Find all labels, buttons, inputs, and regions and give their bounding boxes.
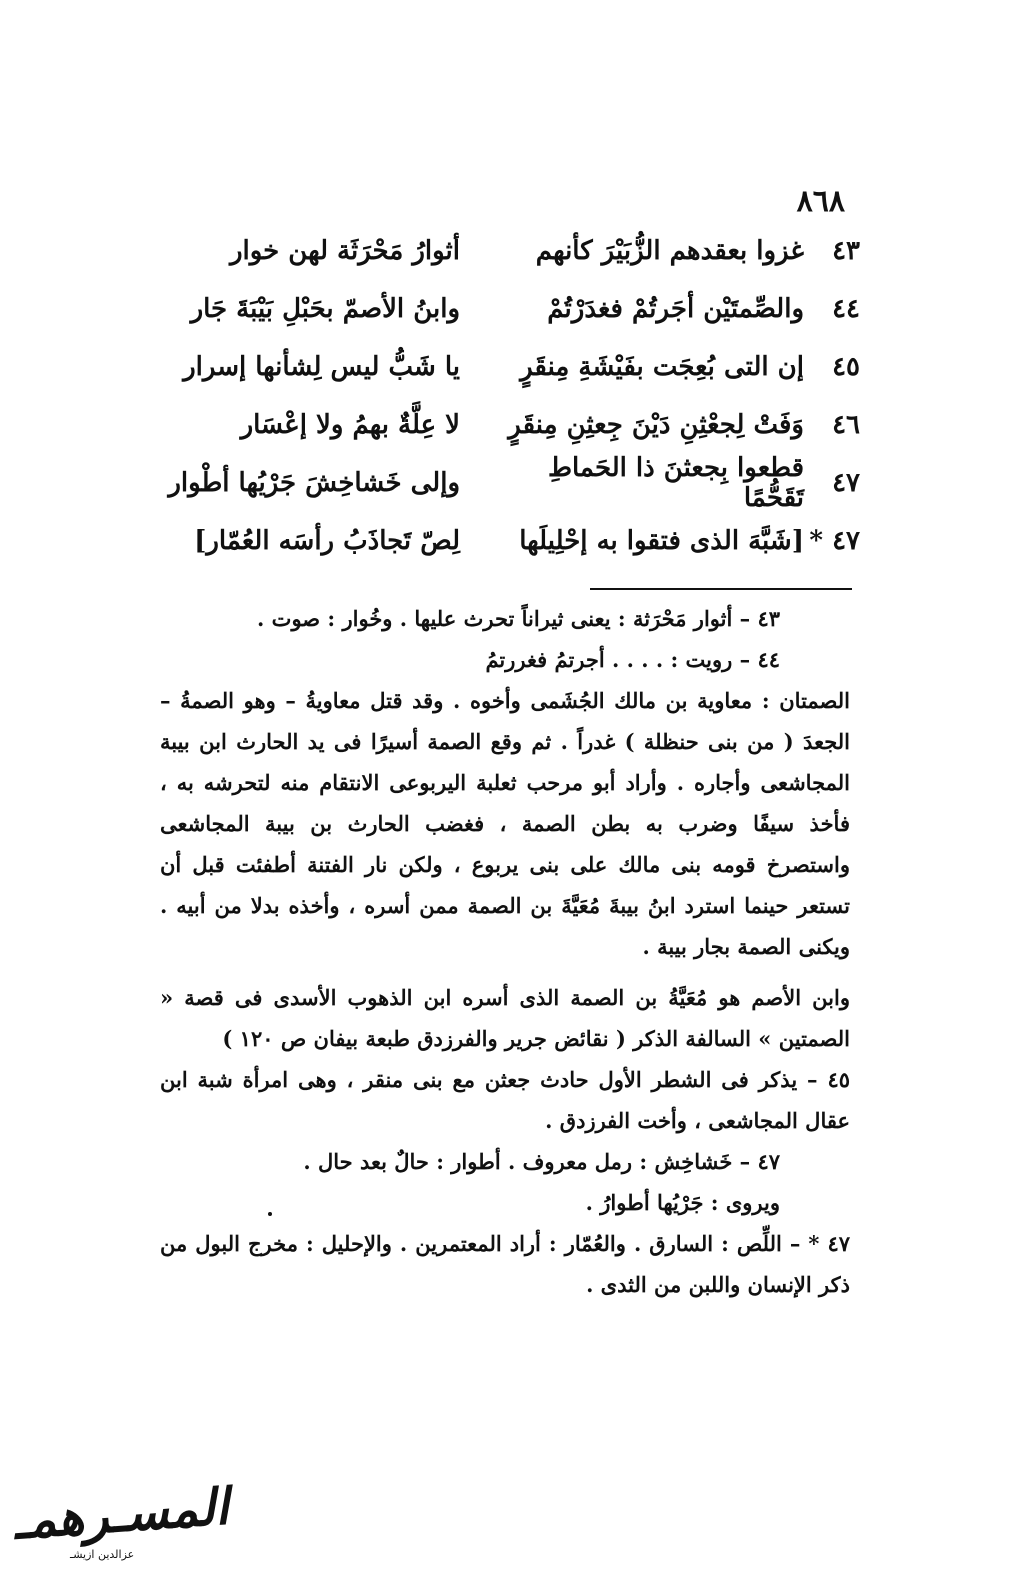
footnote-separator [590,588,852,590]
note-44: ٤٤ – رويت : . . . . أجرتمُ فغررتمُ [485,647,780,672]
verse-number: ٤٧ [832,468,860,498]
verse-first-hemistich: والصِّمتَيْن أجَرتُمْ فغدَرْتُمْ [547,294,804,324]
note-43: ٤٣ – أثوار مَحْرَثة : يعنى ثيراناً تحرث عليها . وخُوار : صوت . [257,606,780,631]
ink-speck [268,1212,272,1216]
verse-row [160,280,860,338]
logo-subtext: عزالدين ازيشـ [70,1548,135,1561]
verse-second-hemistich: يا شَبُّ ليس لِشأنها إسرار [183,352,460,382]
library-stamp-logo [10,1468,231,1576]
verse-second-hemistich: وإلى خَشاخِشَ جَرْيُها أطْوار [168,468,460,498]
verse-number: ٤٦ [832,410,860,440]
verse-row [160,396,860,454]
note-47-variant: ويروى : جَرْيُها أطوارُ . [585,1190,780,1215]
note-45: ٤٥ – يذكر فى الشطر الأول حادث جعثن مع بنى منقر ، وهى امرأة شبة ابن عقال المجاشعى ، وأخت الفرزدق . [160,1067,850,1133]
verse-first-hemistich: [شَبَّهَ الذى فتقوا به إحْلِيلَها [519,526,804,556]
note-paragraph: الصمتان : معاوية بن مالك الجُشَمى وأخوه . وقد قتل معاويةُ – وهو الصمةُ – الجعدَ ( من بنى حنظلة ) غدراً . ثم وقع الصمة أسيرًا فى يد الحارث ابن بيبة المجاشعى وأجاره . وأراد أبو مرحب ثعلبة اليربوعى الانتقام منه لتحرشه به ، فأخذ سيفًا وضرب به بطن الصمة ، فغضب الحارث بن بيبة المجاشعى واستصرخ قومه بنى مالك على بنى يربوع ، ولكن نار الفتنة أطفئت قبل أن تستعر حينما استرد ابنُ بيبةَ مُعَيَّةَ بن الصمة ممن أسره ، وأخذه بدلا من أبيه . ويكنى الصمة بجار بيبة . [160,688,850,959]
verse-second-hemistich: لِصّ تَجاذَبُ رأسَه العُمّار] [194,526,460,556]
verse-row [160,222,860,280]
verse-number: ٤٧ * [809,526,860,556]
note-paragraph: وابن الأصم هو مُعَيَّةُ بن الصمة الذى أسره ابن الذهوب الأسدى فى قصة « الصمتين » السالفة الذكر ( نقائض جرير والفرزدق طبعة بيفان ص ١٢٠ ) [160,985,850,1051]
note-47-star: ٤٧ * – اللِّص : السارق . والعُمّار : أراد المعتمرين . والإحليل : مخرج البول من ذكر الإنسان واللبن من الثدى . [160,1231,850,1297]
verse-second-hemistich: وابنُ الأصمّ بحَبْلِ بَيْبَةَ جَار [190,294,460,324]
footnotes [160,598,850,1305]
verses-block [160,222,860,570]
logo-text: المسـرهمـ [12,1476,231,1551]
verse-number: ٤٥ [832,352,860,382]
verse-number: ٤٣ [832,236,860,266]
verse-second-hemistich: لا عِلَّةٌ بهمُ ولا إعْسَار [240,410,460,440]
verse-first-hemistich: قطعوا بِجعثنَ ذا الحَماطِ تَقَحُّمًا [547,453,804,513]
verse-row [160,512,860,570]
verse-row [160,454,860,512]
verse-number: ٤٤ [832,294,860,324]
verse-first-hemistich: وَفَتْ لِجعْثِنِ دَيْنَ جِعثِنِ مِنقَرٍ [508,410,804,440]
verse-second-hemistich: أثوارُ مَحْرَثَة لهن خوار [229,236,460,266]
verse-first-hemistich: إن التى بُعِجَت بفَيْشَةِ مِنقَرٍ [520,352,804,382]
verse-first-hemistich: غزوا بعقدهم الزُّبَيْرَ كأنهم [535,236,804,266]
note-47: ٤٧ – خَشاخِش : رمل معروف . أطوار : حالٌ بعد حال . [303,1149,780,1174]
verse-row [160,338,860,396]
page-number: ٨٦٨ [796,184,845,219]
